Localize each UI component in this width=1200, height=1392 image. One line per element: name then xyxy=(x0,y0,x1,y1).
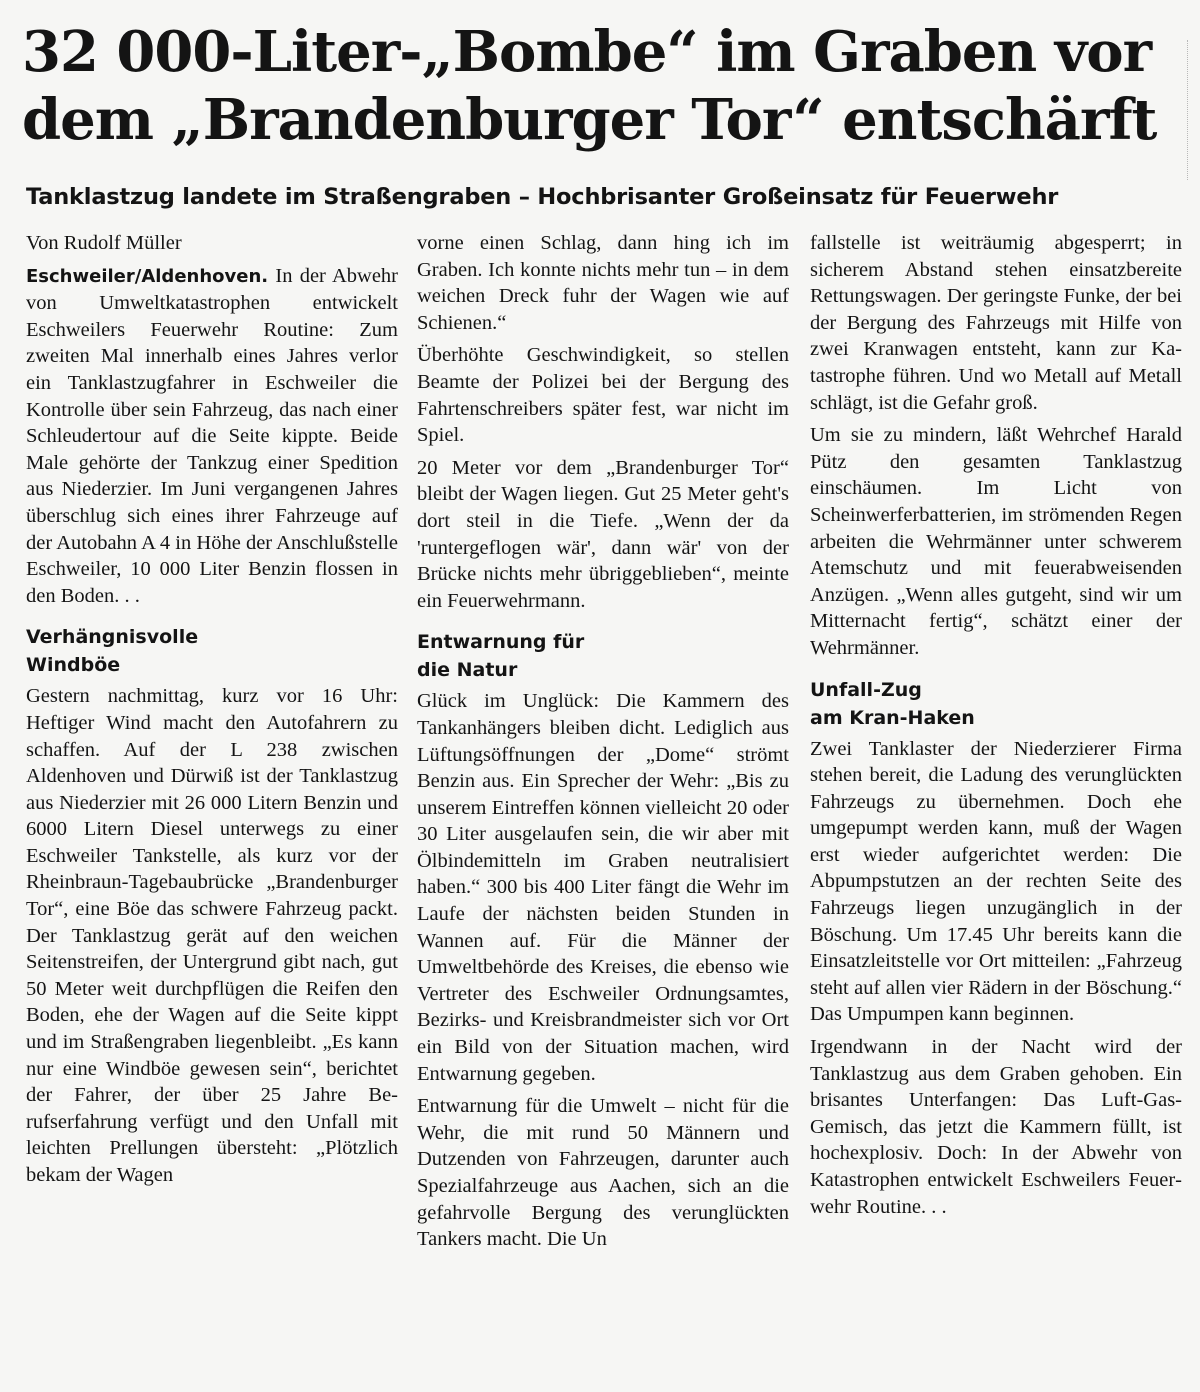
paragraph-text: In der Abwehr von Umweltkatastrophen entwickelt Eschweilers Feuerwehr Routine: Zum zweiten Mal innerhalb eines Jahres verlor ein Tanklastzugfahrer in Eschweiler die Kontrolle über sein Fahrzeug, das nach einer Schleudertour auf die Seite kippte. Beide Male gehörte der Tankzug einer Spedition aus Niederzier. Im Juni vergangenen Jahres überschlug sich eines ihrer Fahrzeuge auf der Autobahn A 4 in Höhe der Anschlußstelle Eschweiler, 10 000 Liter Benzin flossen in den Boden. . . xyxy=(26,264,399,607)
article-column-3 xyxy=(810,230,1182,1226)
paragraph: Glück im Unglück: Die Kammern des Tankanhängers bleiben dicht. Lediglich aus Lüftungsöffnungen der „Dome“ strömt Benzin aus. Ein Sprecher der Wehr: „Bis zu unserem Eintreffen können vielleicht 20 oder 30 Liter ausgelaufen sein, die wir aber mit Ölbindemitteln im Graben neutralisiert haben.“ 300 bis 400 Liter fängt die Wehr im Laufe der nächsten beiden Stunden in Wannen auf. Für die Männer der Umweltbehörde des Kreises, die ebenso wie Vertreter des Eschweiler Ordnungsamtes, Bezirks- und Kreisbrandmeister sich vor Ort ein Bild von der Situation machen, wird Entwarnung gegeben. xyxy=(417,690,789,1085)
paragraph: Entwarnung für die Umwelt – nicht für die Wehr, die mit rund 50 Männern und Dutzenden von Fahrzeugen, darunter auch Spezialfahrzeuge aus Aachen, sich an die gefahrvolle Bergung des verunglückten Tankers macht. Die Un xyxy=(417,1095,789,1251)
section-heading-line: Unfall-Zug xyxy=(810,678,922,701)
paragraph: Überhöhte Geschwindigkeit, so stellen Beamte der Polizei bei der Bergung des Fahrtenschreibers später fest, war nicht im Spiel. xyxy=(417,344,789,447)
paragraph: vorne einen Schlag, dann hing ich im Graben. Ich konnte nichts mehr tun – in dem weichen Dreck fuhr der Wagen wie auf Schienen.“ xyxy=(417,232,789,334)
section-heading-line: Windböe xyxy=(26,654,121,677)
section-heading-line: Entwarnung für xyxy=(417,631,585,654)
headline-line-1: 32 000-Liter-„Bombe“ im Graben vor xyxy=(22,19,1152,85)
article-column-1 xyxy=(26,230,398,1195)
section-heading xyxy=(26,623,398,679)
paragraph: fallstelle ist weiträumig abgesperrt; in sicherem Abstand stehen einsatzbereite Rettungswagen. Der geringste Funke, der bei der Bergung des Fahrzeugs mit Hilfe von zwei Kranwagen entsteht, kann zur Katastrophe führen. Und wo Metall auf Metall schlägt, ist die Gefahr groß. xyxy=(810,232,1182,414)
section-heading xyxy=(417,628,789,684)
paragraph: Um sie zu mindern, läßt Wehrchef Harald Pütz den gesamten Tanklastzug einschäumen. Im Licht von Scheinwerferbatterien, im strömenden Regen arbeiten die Wehrmänner unter schwerem Atemschutz und mit feuerabweisenden Anzügen. „Wenn alles gutgeht, sind wir um Mitternacht fertig“, schätzt einer der Wehrmänner. xyxy=(810,424,1182,659)
scan-margin-mark xyxy=(1187,40,1198,180)
subheadline: Tanklastzug landete im Straßengraben – Hochbrisanter Großeinsatz für Feuerwehr xyxy=(26,184,1059,210)
paragraph: 20 Meter vor dem „Brandenburger Tor“ bleibt der Wagen liegen. Gut 25 Meter geht's dort steil in die Tiefe. „Wenn der da 'runtergeflogen wär', dann wär' von der Brücke nichts mehr übriggeblieben“, meinte ein Feuerwehrmann. xyxy=(417,456,789,612)
paragraph: Irgendwann in der Nacht wird der Tanklastzug aus dem Graben gehoben. Ein brisantes Unterfangen: Das Luft-Gas-Gemisch, das jetzt die Kammern füllt, ist hochexplosiv. Doch: In der Abwehr von Katastrophen entwickelt Eschweilers Feuerwehr Routine. . . xyxy=(810,1036,1182,1218)
section-heading-line: Verhängnisvolle xyxy=(26,626,199,649)
section-heading-line: am Kran-Haken xyxy=(810,706,975,729)
section-heading-line: die Natur xyxy=(417,659,518,682)
byline: Von Rudolf Müller xyxy=(26,232,182,254)
section-heading xyxy=(810,676,1182,732)
headline-line-2: dem „Brandenburger Tor“ entschärft xyxy=(22,87,1157,153)
paragraph: Zwei Tanklaster der Niederzierer Firma stehen bereit, die Ladung des verunglückten Fahrzeugs zu übernehmen. Doch ehe umgepumpt werden kann, muß der Wagen erst wieder aufgerichtet werden: Die Abpumpstutzen an der rechten Seite des Fahrzeugs liegen unzugänglich in der Böschung. Um 17.45 Uhr bereits kann die Einsatzleitstelle vor Ort mitteilen: „Fahrzeug steht auf allen vier Rädern in der Böschung.“ Das Umpumpen kann beginnen. xyxy=(810,737,1182,1026)
paragraph xyxy=(26,263,398,610)
dateline: Eschweiler/Aldenhoven. xyxy=(26,265,269,287)
paragraph: Gestern nachmittag, kurz vor 16 Uhr: Heftiger Wind macht den Autofahrern zu schaffen. Auf der L 238 zwischen Aldenhoven und Dürwiß ist der Tanklastzug aus Niederzier mit 26 000 Litern Benzin und 6000 Litern Diesel unterwegs zu einer Eschweiler Tankstelle, als kurz vor der Rheinbraun-Tagebaubrücke „Brandenburger Tor“, eine Böe das schwere Fahrzeug packt. Der Tanklastzug gerät auf den weichen Seitenstreifen, der Untergrund gibt nach, gut 50 Meter weit durchpflügen die Reifen den Boden, ehe der Wagen auf die Seite kippt und im Straßengraben liegenbleibt. „Es kann nur eine Windböe gewesen sein“, berichtet der Fahrer, der über 25 Jahre Berufserfahrung verfügt und den Unfall mit leichten Prellungen übersteht: „Plötzlich bekam der Wagen xyxy=(26,685,398,1186)
headline xyxy=(22,18,1182,154)
article-column-2 xyxy=(417,230,789,1259)
